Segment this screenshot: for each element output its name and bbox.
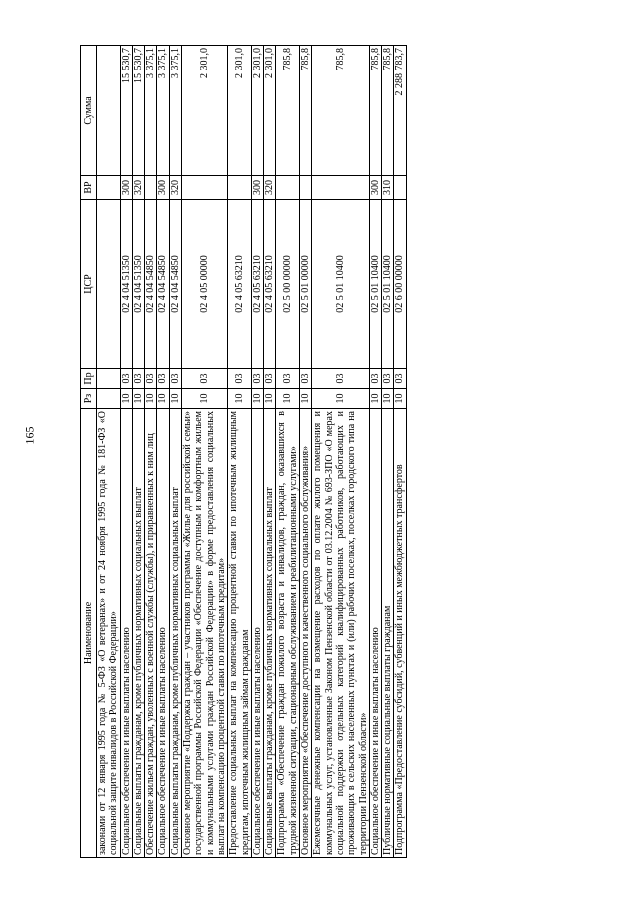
cell-vr [300,176,312,200]
cell-pr: 03 [312,369,369,389]
cell-csr: 02 5 01 10400 [369,200,381,369]
cell-vr: 320 [132,176,144,200]
cell-rz [97,389,121,409]
cell-csr: 02 4 05 63210 [264,200,276,369]
table-row [251,46,263,858]
table-row [382,46,394,858]
cell-pr: 03 [300,369,312,389]
cell-csr: 02 6 00 00000 [394,200,406,369]
cell-csr: 02 5 01 10400 [382,200,394,369]
header-pr: Пр [81,369,97,389]
cell-rz: 10 [276,389,300,409]
cell-vr: 310 [382,176,394,200]
cell-sum: 785,8 [300,46,312,176]
header-vr: ВР [81,176,97,200]
cell-name: Социальное обеспечение и иные выплаты населению [251,409,263,858]
cell-sum: 2 301,0 [182,46,228,176]
cell-sum: 785,8 [312,46,369,176]
cell-pr: 03 [394,369,406,389]
cell-vr [145,176,157,200]
header-csr: ЦСР [81,200,97,369]
table-row [120,46,132,858]
cell-csr: 02 4 04 54850 [157,200,169,369]
cell-name: Подпрограмма «Предоставление субсидий, субвенций и иных межбюджетных трансфертов [394,409,406,858]
cell-sum [97,46,121,176]
header-sum: Сумма [81,46,97,176]
header-name: Наименование [81,409,97,858]
cell-rz: 10 [312,389,369,409]
cell-vr: 300 [251,176,263,200]
cell-pr: 03 [182,369,228,389]
page-number: 165 [22,426,37,445]
cell-csr: 02 5 01 10400 [312,200,369,369]
cell-vr [182,176,228,200]
cell-rz: 10 [394,389,406,409]
cell-sum: 785,8 [276,46,300,176]
cell-sum: 15 530,7 [120,46,132,176]
cell-rz: 10 [182,389,228,409]
cell-name: Основное мероприятие «Поддержка граждан – участников программы «Жилье для российской семьи» государственной программы Российской Федерации «Обеспечение доступным и комфортным жильем и коммунальными услугами граждан Российской Федерации» в форме предоставления социальных выплат на компенсацию процентной ставки по ипотечным кредитам» [182,409,228,858]
cell-sum: 3 375,1 [169,46,181,176]
table-row [132,46,144,858]
rotated-page [80,46,570,858]
cell-csr: 02 5 00 00000 [276,200,300,369]
cell-name: Социальное обеспечение и иные выплаты населению [157,409,169,858]
table-body [97,46,407,858]
cell-pr: 03 [264,369,276,389]
cell-rz: 10 [264,389,276,409]
cell-name: Социальные выплаты гражданам, кроме публичных нормативных социальных выплат [132,409,144,858]
cell-vr [97,176,121,200]
table-row [157,46,169,858]
cell-name: Социальные выплаты гражданам, кроме публичных нормативных социальных выплат [264,409,276,858]
cell-pr: 03 [228,369,252,389]
cell-pr: 03 [132,369,144,389]
cell-name: законами от 12 января 1995 года № 5-ФЗ «О ветеранах» и от 24 ноября 1995 года № 181-ФЗ «О социальной защите инвалидов в Российской Федерации» [97,409,121,858]
table-row [97,46,121,858]
cell-sum: 2 301,0 [251,46,263,176]
cell-sum: 2 301,0 [228,46,252,176]
cell-rz: 10 [132,389,144,409]
cell-sum: 2 288 783,7 [394,46,406,176]
cell-vr [394,176,406,200]
cell-name: Социальные выплаты гражданам, кроме публичных нормативных социальных выплат [169,409,181,858]
cell-sum: 15 530,7 [132,46,144,176]
cell-csr: 02 4 05 00000 [182,200,228,369]
cell-pr: 03 [145,369,157,389]
cell-rz: 10 [145,389,157,409]
cell-vr [312,176,369,200]
cell-name: Ежемесячные денежные компенсации на возмещение расходов по оплате жилого помещения и коммунальных услуг, установленные Законом Пензенской области от 03.12.2004 № 693-ЗПО «О мерах социальной поддержки отдельных категорий квалифицированных работников, работающих и проживающих в сельских населенных пунктах и (или) рабочих поселках, поселках городского типа на территории Пензенской области» [312,409,369,858]
cell-sum: 785,8 [382,46,394,176]
cell-pr: 03 [251,369,263,389]
cell-csr: 02 4 04 51350 [120,200,132,369]
cell-pr [97,369,121,389]
cell-rz: 10 [169,389,181,409]
table-row [394,46,406,858]
cell-rz: 10 [369,389,381,409]
table-row [169,46,181,858]
cell-pr: 03 [169,369,181,389]
cell-vr: 300 [120,176,132,200]
cell-vr [228,176,252,200]
cell-sum: 2 301,0 [264,46,276,176]
budget-table [80,45,407,858]
cell-csr: 02 4 04 51350 [132,200,144,369]
cell-csr: 02 4 05 63210 [228,200,252,369]
cell-pr: 03 [382,369,394,389]
cell-name: Подпрограмма «Обеспечение граждан пожилого возраста и инвалидов, граждан, оказавшихся в трудной жизненной ситуации, стационарным обслуживанием и реабилитационными услугами» [276,409,300,858]
table-row [276,46,300,858]
cell-csr: 02 4 05 63210 [251,200,263,369]
cell-sum: 3 375,1 [157,46,169,176]
table-row [369,46,381,858]
cell-pr: 03 [276,369,300,389]
table-row [312,46,369,858]
table-row [182,46,228,858]
cell-pr: 03 [157,369,169,389]
cell-rz: 10 [120,389,132,409]
cell-csr: 02 4 04 54850 [145,200,157,369]
cell-rz: 10 [157,389,169,409]
cell-name: Социальное обеспечение и иные выплаты населению [369,409,381,858]
cell-name: Социальное обеспечение и иные выплаты населению [120,409,132,858]
cell-name: Публичные нормативные социальные выплаты гражданам [382,409,394,858]
table-row [264,46,276,858]
cell-sum: 785,8 [369,46,381,176]
cell-vr: 320 [169,176,181,200]
cell-sum: 3 375,1 [145,46,157,176]
cell-vr: 300 [369,176,381,200]
table-row [228,46,252,858]
cell-rz: 10 [228,389,252,409]
cell-vr: 300 [157,176,169,200]
cell-csr [97,200,121,369]
cell-csr: 02 4 04 54850 [169,200,181,369]
cell-rz: 10 [251,389,263,409]
cell-name: Предоставление социальных выплат на компенсацию процентной ставки по ипотечным жилищным кредитам, ипотечным жилищным займам гражданам [228,409,252,858]
header-rz: Рз [81,389,97,409]
cell-name: Обеспечение жильем граждан, уволенных с военной службы (службы), и приравненных к ним лиц [145,409,157,858]
cell-csr: 02 5 01 00000 [300,200,312,369]
table-row [300,46,312,858]
cell-pr: 03 [369,369,381,389]
cell-vr: 320 [264,176,276,200]
cell-vr [276,176,300,200]
cell-name: Основное мероприятие «Обеспечение доступного и качественного социального обслуживания» [300,409,312,858]
table-row [145,46,157,858]
cell-pr: 03 [120,369,132,389]
cell-rz: 10 [300,389,312,409]
table-header-row [81,46,97,858]
cell-rz: 10 [382,389,394,409]
